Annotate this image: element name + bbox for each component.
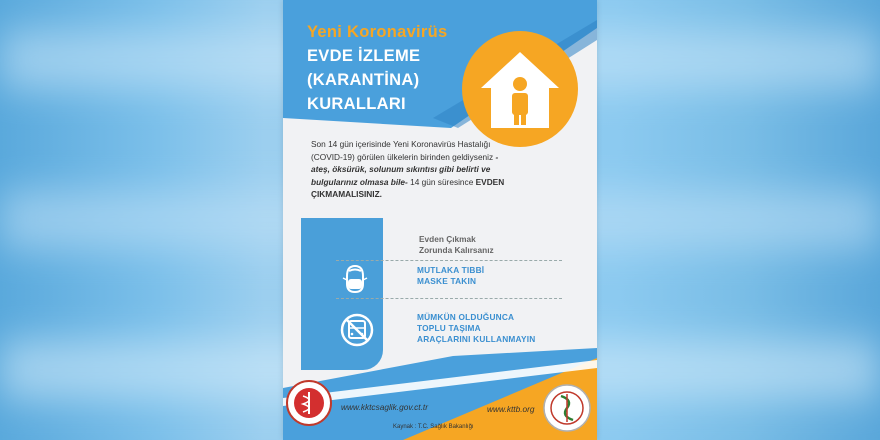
quarantine-poster	[283, 0, 597, 440]
rule-transport-line-1: MÜMKÜN OLDUĞUNCA	[417, 312, 515, 322]
section-heading-line-1: Evden Çıkmak	[419, 234, 476, 244]
title-line-4: KURALLARI	[307, 95, 406, 113]
ministry-logo	[286, 380, 332, 426]
intro-strong: EVDEN ÇIKMAMALISINIZ.	[311, 176, 505, 199]
section-heading-line-2: Zorunda Kalırsanız	[419, 245, 494, 255]
ministry-website[interactable]: www.kktcsaglik.gov.ct.tr	[341, 402, 428, 412]
intro-emphasis: -ateş, öksürük, solunum sıkıntısı gibi belirti ve bulgularınız olmasa bile-	[311, 151, 499, 187]
association-website[interactable]: www.kttb.org	[487, 404, 535, 414]
rule-transport-line-3: ARAÇLARINI KULLANMAYIN	[417, 334, 536, 344]
rule-mask-line-2: MASKE TAKIN	[417, 276, 477, 286]
rule-transport-line-2: TOPLU TAŞIMA	[417, 323, 481, 333]
source-note: Kaynak : T.C. Sağlık Bakanlığı	[393, 424, 474, 430]
bottom-banner	[283, 0, 597, 440]
rule-mask-line-1: MUTLAKA TIBBİ	[417, 265, 485, 275]
intro-part-1: Son 14 gün içerisinde Yeni Koronavirüs Hastalığı (COVID-19) görülen ülkelerin birinden geldiyseniz	[311, 139, 496, 162]
intro-part-2: 14 gün süresince	[407, 176, 476, 187]
title-line-1: Yeni Koronavirüs	[307, 23, 448, 41]
title-line-3: (KARANTİNA)	[307, 71, 420, 89]
title-line-2: EVDE İZLEME	[307, 47, 421, 65]
association-logo	[543, 384, 591, 432]
